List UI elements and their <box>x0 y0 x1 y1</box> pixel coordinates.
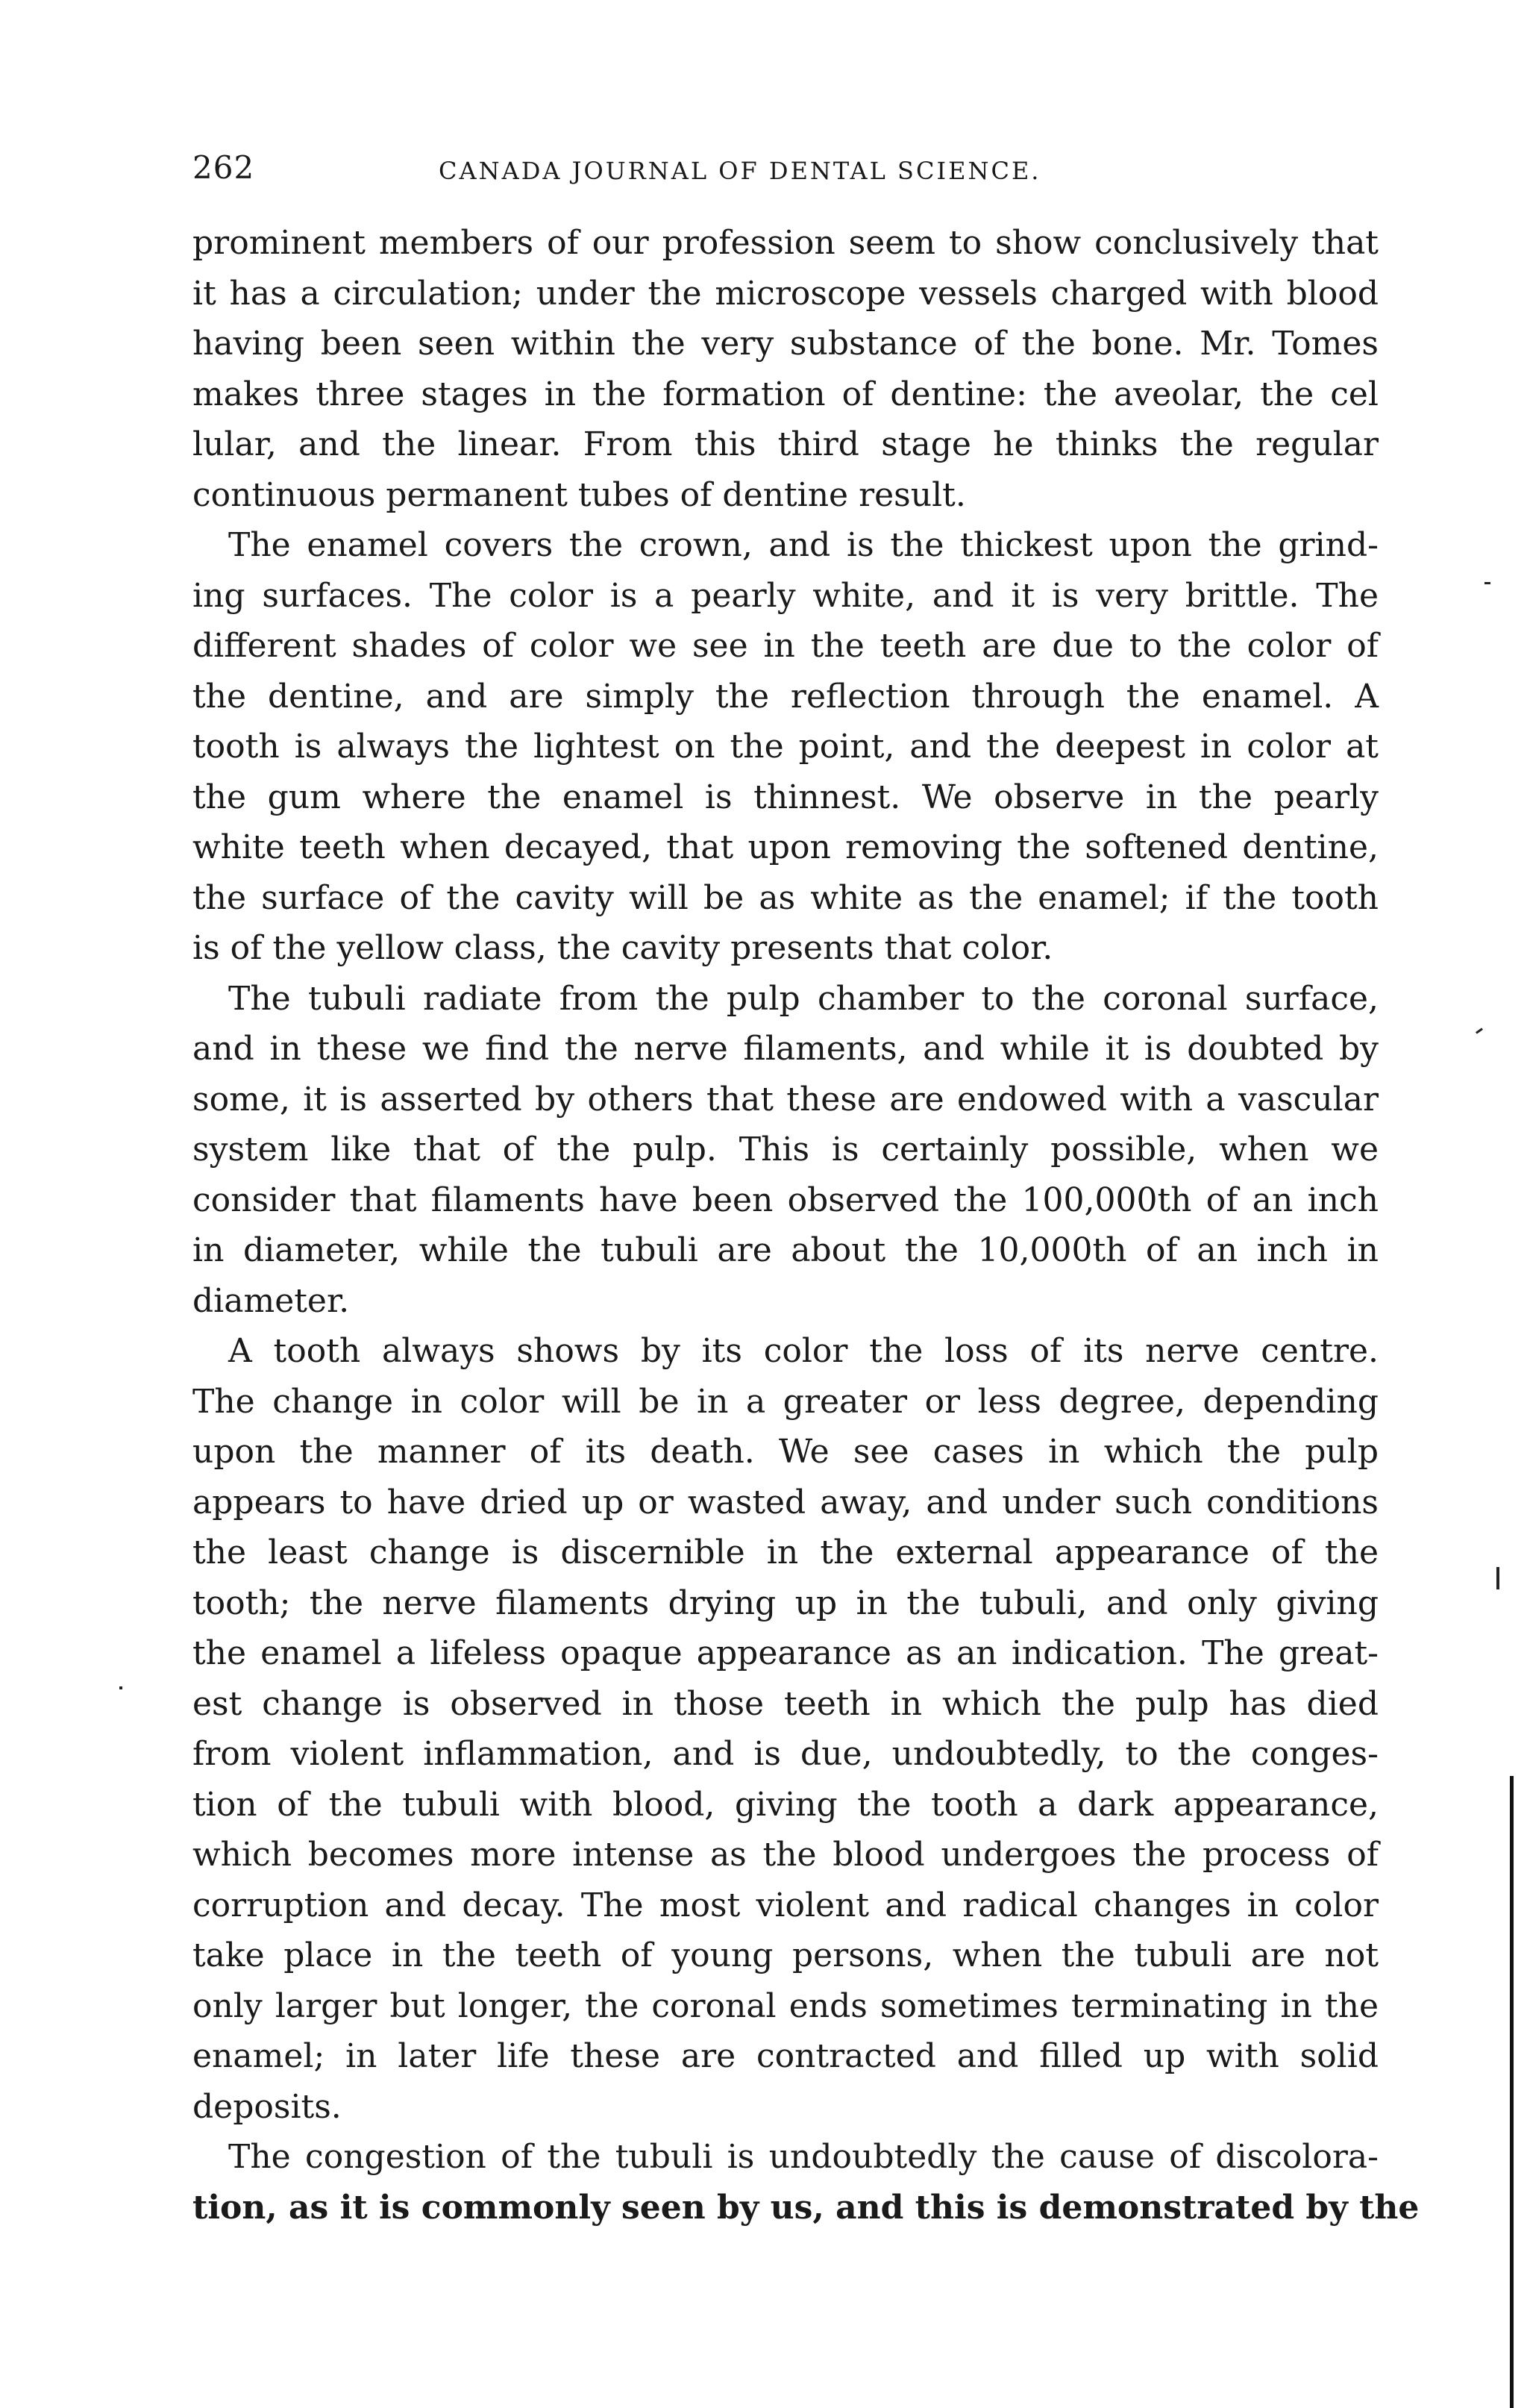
paragraph-4 <box>192 1326 1379 2132</box>
page-header <box>192 149 1379 194</box>
text-line: corruption and decay. The most violent and radical changes in color <box>192 1886 1379 1924</box>
running-title: CANADA JOURNAL OF DENTAL SCIENCE. <box>439 157 1041 185</box>
text-line: consider that filaments have been observed the 100,000th of an inch <box>192 1180 1379 1219</box>
text-line: take place in the teeth of young persons, when the tubuli are not <box>192 1936 1379 1974</box>
page-number: 262 <box>192 149 255 186</box>
margin-mark <box>1496 1567 1499 1589</box>
text-line: est change is observed in those teeth in which the pulp has died <box>192 1684 1379 1723</box>
text-line: upon the manner of its death. We see cases in which the pulp <box>192 1433 1379 1471</box>
text-line: the dentine, and are simply the reflection through the enamel. A <box>192 677 1379 716</box>
paragraph-1 <box>192 218 1379 520</box>
paragraph-5 <box>192 2132 1420 2233</box>
text-line: enamel; in later life these are contracted and filled up with solid <box>192 2037 1379 2075</box>
text-line: ing surfaces. The color is a pearly white, and it is very brittle. The <box>192 576 1379 615</box>
text-line: tion, as it is commonly seen by us, and this is demonstrated by the <box>192 2188 1420 2227</box>
text-line: from violent inflammation, and is due, undoubtedly, to the conges- <box>192 1735 1379 1773</box>
text-line: prominent members of our profession seem to show conclusively that <box>192 224 1379 262</box>
margin-mark <box>119 1686 122 1689</box>
text-line: makes three stages in the formation of dentine: the aveolar, the cel <box>192 375 1379 413</box>
margin-mark <box>1484 582 1490 584</box>
text-line: some, it is asserted by others that these are endowed with a vascular <box>192 1080 1379 1119</box>
text-line: diameter. <box>192 1281 350 1320</box>
text-line: different shades of color we see in the teeth are due to the color of <box>192 627 1379 665</box>
text-line: The change in color will be in a greater or less degree, depending <box>192 1382 1379 1421</box>
text-line: the gum where the enamel is thinnest. We observe in the pearly <box>192 778 1379 816</box>
text-line: the enamel a lifeless opaque appearance as an indication. The great- <box>192 1634 1379 1672</box>
text-line: system like that of the pulp. This is certainly possible, when we <box>192 1130 1379 1169</box>
text-line: continuous permanent tubes of dentine result. <box>192 475 966 514</box>
text-line: the least change is discernible in the external appearance of the <box>192 1533 1379 1572</box>
text-line: The congestion of the tubuli is undoubtedly the cause of discolora- <box>228 2138 1379 2176</box>
text-line: The tubuli radiate from the pulp chamber to the coronal surface, <box>228 979 1379 1018</box>
body-text <box>192 218 1420 2233</box>
text-line: lular, and the linear. From this third stage he thinks the regular <box>192 425 1379 463</box>
margin-mark <box>1476 1028 1483 1033</box>
text-line: The enamel covers the crown, and is the thickest upon the grind- <box>228 526 1379 564</box>
text-line: tooth is always the lightest on the point, and the deepest in color at <box>192 728 1379 766</box>
text-line: tion of the tubuli with blood, giving the tooth a dark appearance, <box>192 1785 1379 1824</box>
paragraph-3 <box>192 974 1379 1327</box>
text-line: appears to have dried up or wasted away, and under such conditions <box>192 1483 1379 1522</box>
text-line: and in these we find the nerve filaments, and while it is doubted by <box>192 1030 1379 1068</box>
text-line: white teeth when decayed, that upon removing the softened dentine, <box>192 828 1379 866</box>
text-line: it has a circulation; under the microscope vessels charged with blood <box>192 274 1379 313</box>
text-line: tooth; the nerve filaments drying up in the tubuli, and only giving <box>192 1583 1379 1622</box>
text-line: is of the yellow class, the cavity presents that color. <box>192 929 1053 967</box>
text-line: deposits. <box>192 2087 342 2126</box>
text-line: the surface of the cavity will be as white as the enamel; if the tooth <box>192 878 1379 917</box>
text-line: having been seen within the very substance of the bone. Mr. Tomes <box>192 325 1379 363</box>
paragraph-2 <box>192 520 1379 974</box>
text-line: only larger but longer, the coronal ends sometimes terminating in the <box>192 1986 1379 2025</box>
text-line: in diameter, while the tubuli are about the 10,000th of an inch in <box>192 1231 1379 1269</box>
text-line: which becomes more intense as the blood undergoes the process of <box>192 1836 1379 1874</box>
page-edge-shadow <box>1510 1776 1514 2408</box>
text-line: A tooth always shows by its color the loss of its nerve centre. <box>228 1332 1379 1370</box>
